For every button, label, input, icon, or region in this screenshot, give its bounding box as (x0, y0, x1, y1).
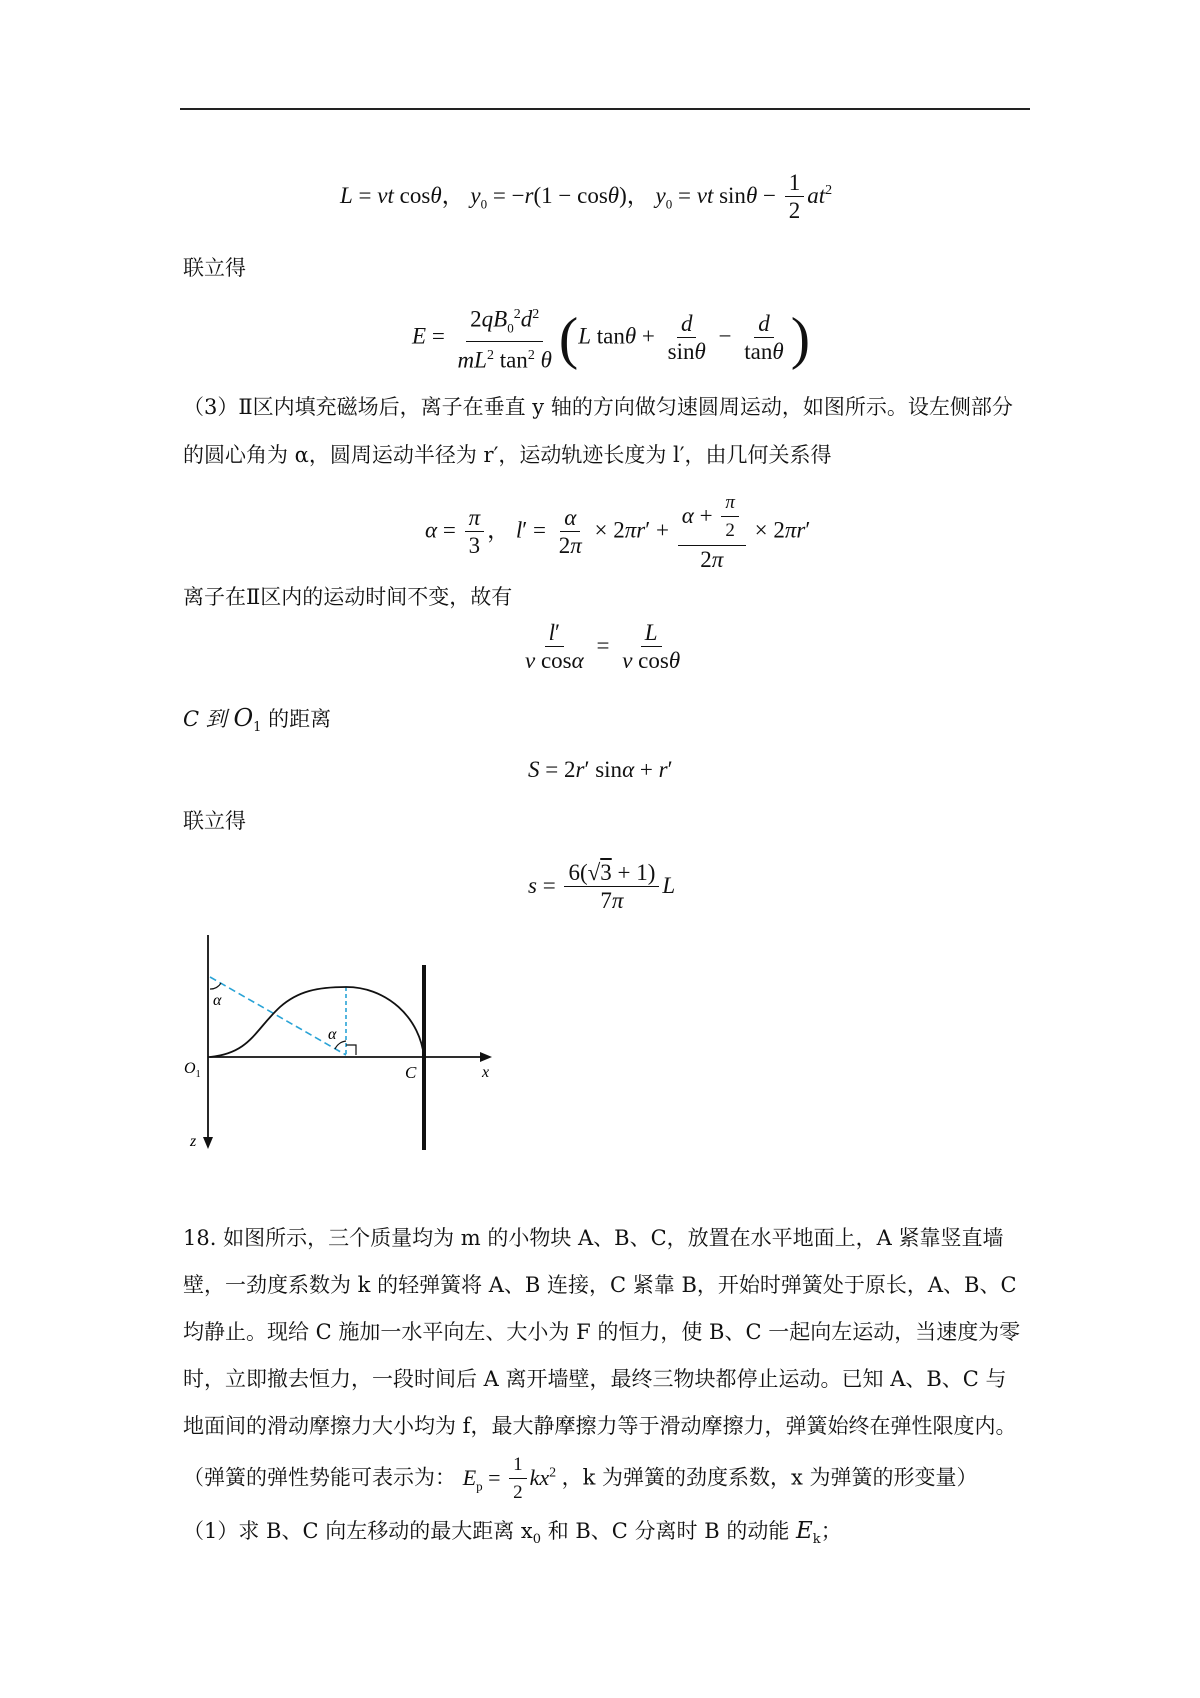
x-axis-arrow (480, 1052, 492, 1062)
trajectory-diagram (170, 935, 530, 1155)
question1-prefix: （1）求 B、C 向左移动的最大距离 x (183, 1519, 533, 1543)
equation-6: s = $\frac{6(√3 + 1)}{7\pi}$ L (528, 860, 676, 913)
problem18-line2: 壁，一劲度系数为 k 的轻弹簧将 A、B 连接，C 紧靠 B，开始时弹簧处于原长，A、B、C (183, 1273, 1017, 1297)
text-lianlide-2: 联立得 (183, 809, 246, 833)
point-o-subscript: 1 (253, 720, 262, 736)
text-lianlide-1: 联立得 (183, 256, 246, 280)
elastic-energy-suffix: ，k 为弹簧的劲度系数，x 为弹簧的形变量） (561, 1465, 978, 1490)
elastic-energy-formula: $E_p$ = $\frac{1}{2}$ $kx^2$ (462, 1454, 557, 1503)
equation-4: $\frac{l'}{\text{v cosα}}$ = $\frac{L}{\text{v cosθ}}$ (525, 620, 681, 673)
right-angle-marker (346, 1045, 356, 1055)
question1-end: ； (820, 1519, 842, 1543)
label-point-c: C (405, 1063, 417, 1082)
text-part3-line2: 的圆心角为 α，圆周运动半径为 r′，运动轨迹长度为 l′，由几何关系得 (183, 443, 832, 467)
label-origin-sub: 1 (195, 1069, 201, 1080)
kinetic-energy-symbol: E (796, 1518, 813, 1544)
label-z-axis: z (190, 1133, 197, 1150)
problem18-line3: 均静止。现给 C 施加一水平向左、大小为 F 的恒力，使 B、C 一起向左运动，当速度为零 (183, 1320, 1021, 1344)
label-origin-o: O (184, 1060, 196, 1077)
equation-2: E = $\frac{2qB_0^2d^2}{mL^2 \tan^2 \theta}$ (L tanθ + $\frac{d}{\sin\theta}$ − $\frac{d}{\tan\theta}$ ) (412, 302, 810, 375)
trajectory-curve (210, 987, 424, 1057)
z-axis-arrow (203, 1137, 213, 1149)
equation-3: α = $\frac{\pi}{3}$ ， l′ = $\frac{\alpha}{2\pi}$ × 2πr′ + α + $\frac{\pi}{2}$ 2π × 2πr′ (425, 492, 811, 572)
text-time-unchanged: 离子在Ⅱ区内的运动时间不变，故有 (183, 585, 513, 609)
distance-suffix: 的距离 (261, 707, 332, 731)
question1-mid: 和 B、C 分离时 B 的动能 (541, 1519, 796, 1543)
point-o-label: O (233, 704, 254, 732)
problem18-line7 (183, 1515, 842, 1547)
angle-arc-left (210, 983, 221, 989)
text-part3-line1: （3）Ⅱ区内填充磁场后，离子在垂直 y 轴的方向做匀速圆周运动，如图所示。设左侧部分 (183, 395, 1013, 419)
header-rule (180, 108, 1030, 110)
kinetic-energy-sub: k (812, 1532, 821, 1548)
problem18-line1: 18. 如图所示，三个质量均为 m 的小物块 A、B、C，放置在水平地面上，A 紧靠竖直墙 (183, 1226, 1004, 1250)
text-distance-c (183, 704, 331, 742)
equation-1: L = vt cosθ， $y_0 = -r(1 - \cos\theta)$， $y_0$ = vt sinθ − $\frac{1}{2}$ $at^2$ (340, 170, 833, 223)
label-x-axis: x (482, 1064, 490, 1081)
elastic-energy-prefix: （弹簧的弹性势能可表示为： (183, 1465, 456, 1490)
problem18-line6 (183, 1452, 978, 1507)
label-alpha-left: α (213, 992, 222, 1009)
label-alpha-center: α (328, 1026, 337, 1043)
angle-arc-center (335, 1041, 346, 1049)
equation-5: S = 2r′ sinα + r′ (528, 757, 673, 782)
point-c-label: C 到 (183, 707, 227, 731)
question1-sub: 0 (532, 1532, 542, 1548)
problem18-line5: 地面间的滑动摩擦力大小均为 f，最大静摩擦力等于滑动摩擦力，弹簧始终在弹性限度内。 (183, 1414, 1017, 1438)
problem18-line4: 时，立即撤去恒力，一段时间后 A 离开墙壁，最终三物块都停止运动。已知 A、B、C 与 (183, 1367, 1007, 1391)
label-origin (184, 1060, 201, 1080)
